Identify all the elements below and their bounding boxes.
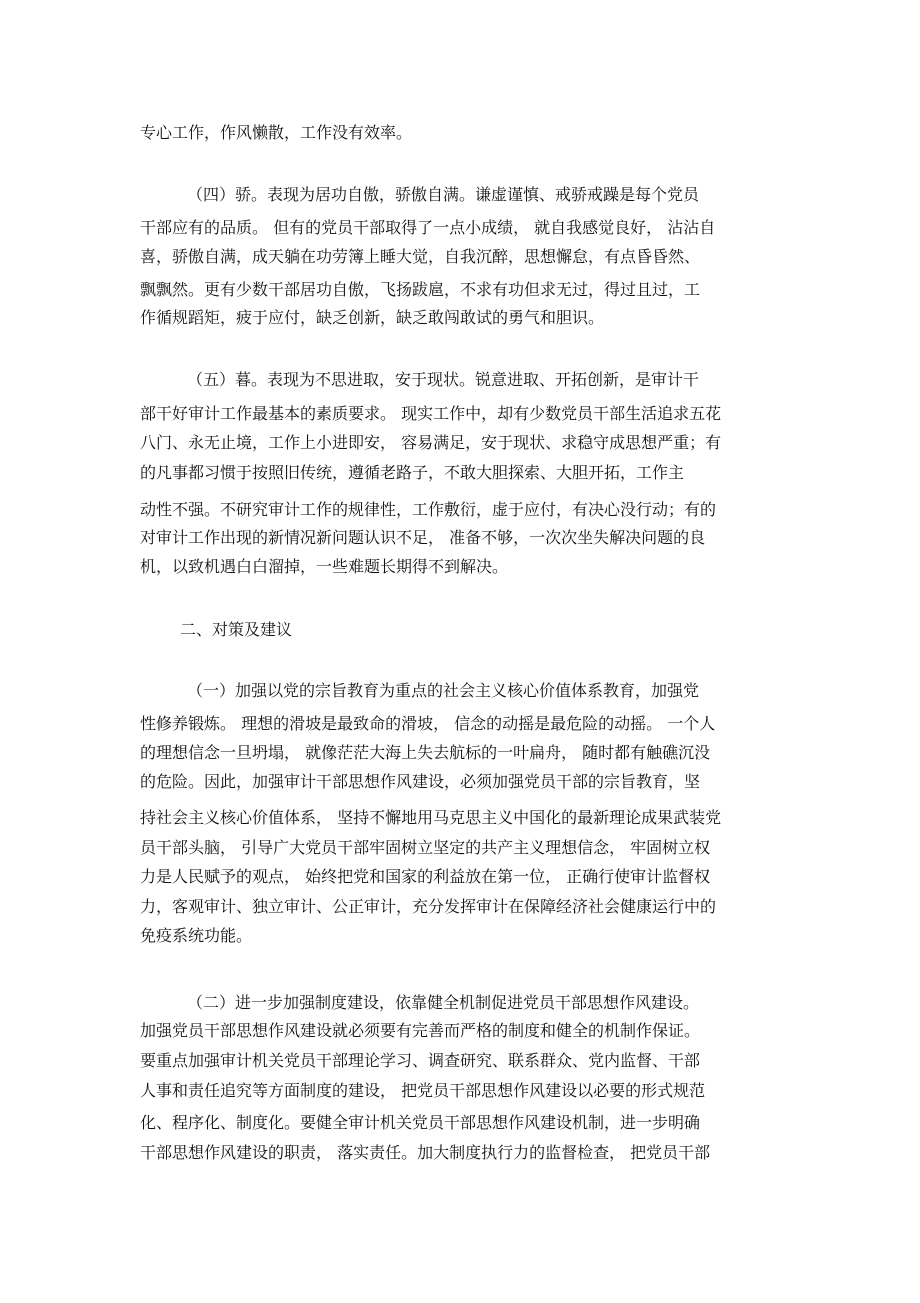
text-line: 加强党员干部思想作风建设就必须要有完善而严格的制度和健全的机制作保证。 [140, 1021, 701, 1040]
paragraph-heading-1: （一）加强以党的宗旨教育为重点的社会主义核心价值体系教育，加强党 [187, 681, 700, 700]
text-line: 喜，骄傲自满，成天躺在功劳簿上睡大觉，自我沉醉，思想懈怠，有点昏昏然、 [140, 247, 701, 266]
paragraph-heading-4: （四）骄。表现为居功自傲，骄傲自满。谦虚谨慎、戒骄戒躁是每个党员 [187, 185, 700, 204]
paragraph-heading-2: （二）进一步加强制度建设，依靠健全机制促进党员干部思想作风建设。 [187, 993, 700, 1012]
text-line: 持社会主义核心价值体系， 坚持不懈地用马克思主义中国化的最新理论成果武装党 [140, 808, 722, 827]
text-line: 作循规蹈矩，疲于应付，缺乏创新，缺乏敢闯敢试的勇气和胆识。 [140, 308, 605, 327]
text-line: 飘飘然。更有少数干部居功自傲，飞扬跋扈，不求有功但求无过，得过且过，工 [140, 280, 701, 299]
text-line: 的理想信念一旦坍塌， 就像茫茫大海上失去航标的一叶扁舟， 随时都有触礁沉没 [140, 743, 711, 762]
text-line: 干部应有的品质。 但有的党员干部取得了一点小成绩， 就自我感觉良好， 沾沾自 [140, 218, 716, 237]
text-line: 干部思想作风建设的职责， 落实责任。加大制度执行力的监督检查， 把党员干部 [140, 1143, 711, 1162]
text-line: 化、程序化、制度化。要健全审计机关党员干部思想作风建设机制，进一步明确 [140, 1113, 701, 1132]
text-line: 员干部头脑， 引导广大党员干部牢固树立坚定的共产主义理想信念， 牢固树立权 [140, 838, 711, 857]
text-line: 的凡事都习惯于按照旧传统，遵循老路子，不敢大胆探索、大胆开拓，工作主 [140, 463, 685, 482]
section-heading: 二、对策及建议 [180, 620, 293, 639]
text-line: 人事和责任追究等方面制度的建设， 把党员干部思想作风建设以必要的形式规范 [140, 1081, 706, 1100]
text-line: 机，以致机遇白白溜掉，一些难题长期得不到解决。 [140, 557, 509, 576]
text-line: 对审计工作出现的新情况新问题认识不足， 准备不够，一次次坐失解决问题的良 [140, 528, 706, 547]
text-line: 要重点加强审计机关党员干部理论学习、调查研究、联系群众、党内监督、干部 [140, 1051, 701, 1070]
text-line: 的危险。因此，加强审计干部思想作风建设，必须加强党员干部的宗旨教育，坚 [140, 772, 701, 791]
paragraph-heading-5: （五）暮。表现为不思进取，安于现状。锐意进取、开拓创新，是审计干 [187, 370, 700, 389]
text-line: 八门、永无止境，工作上小进即安， 容易满足，安于现状、求稳守成思想严重；有 [140, 433, 722, 452]
text-line: 性修养锻炼。 理想的滑坡是最致命的滑坡， 信念的动摇是最危险的动摇。 一个人 [140, 714, 716, 733]
text-line: 部干好审计工作最基本的素质要求。 现实工作中，却有少数党员干部生活追求五花 [140, 404, 722, 423]
text-line: 力，客观审计、独立审计、公正审计，充分发挥审计在保障经济社会健康运行中的 [140, 897, 717, 916]
text-line: 动性不强。不研究审计工作的规律性，工作敷衍，虚于应付，有决心没行动；有的 [140, 500, 717, 519]
text-line: 免疫系统功能。 [140, 926, 253, 945]
text-line: 专心工作，作风懒散，工作没有效率。 [140, 123, 413, 142]
text-line: 力是人民赋予的观点， 始终把党和国家的利益放在第一位， 正确行使审计监督权 [140, 867, 711, 886]
